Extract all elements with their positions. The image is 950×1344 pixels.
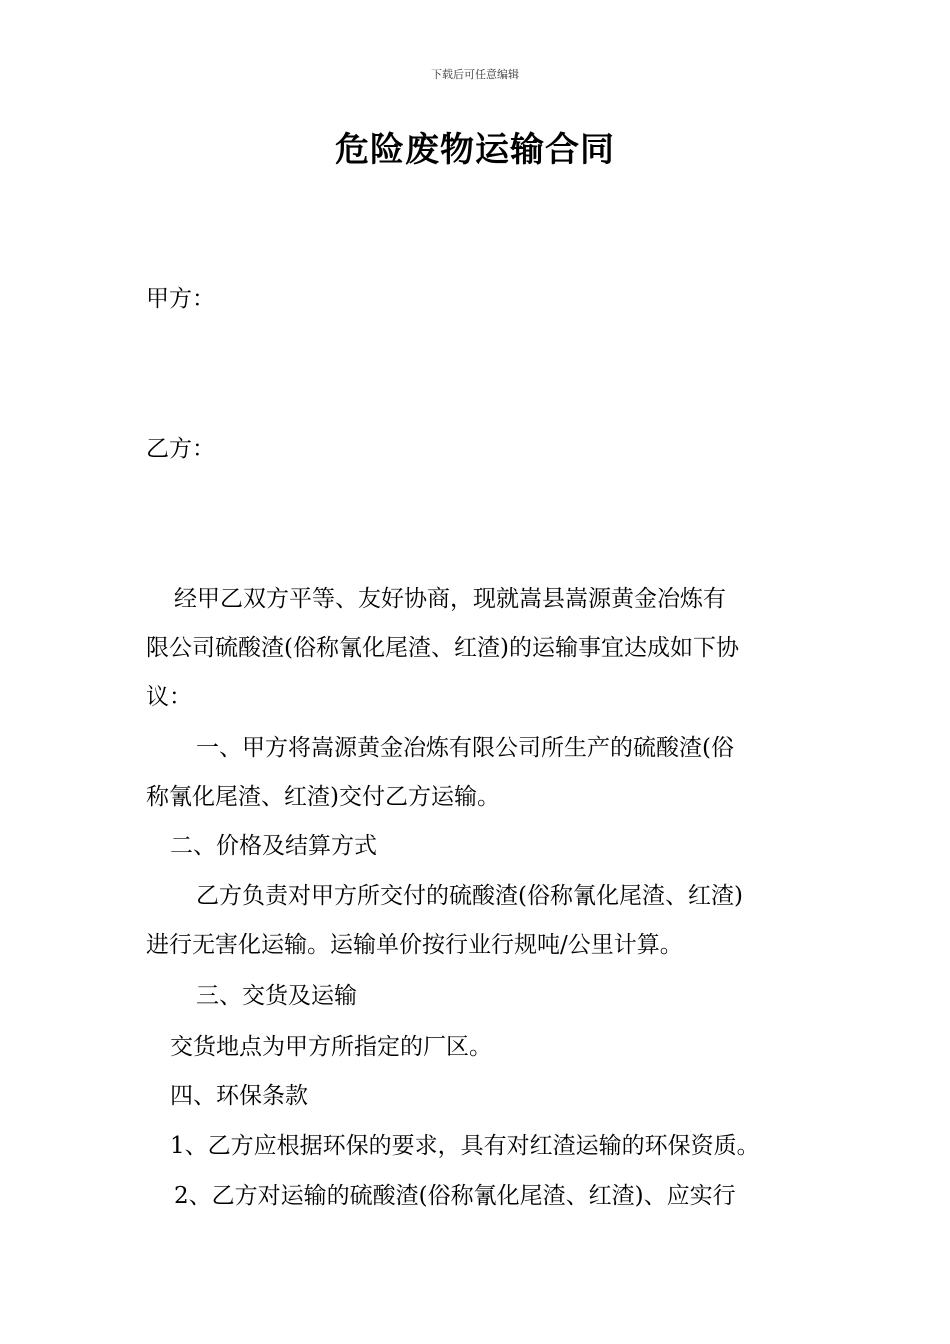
header-note: 下载后可任意编辑 bbox=[431, 68, 519, 81]
section-heading: 一、甲方将嵩源黄金冶炼有限公司所生产的硫酸渣(俗 bbox=[196, 735, 734, 761]
body-line: 2、乙方对运输的硫酸渣(俗称氰化尾渣、红渣)、应实行 bbox=[174, 1183, 736, 1209]
body-line: 1、乙方应根据环保的要求，具有对红渣运输的环保资质。 bbox=[170, 1133, 760, 1159]
party-b-label: 乙方： bbox=[146, 436, 215, 462]
body-line: 经甲乙双方平等、友好协商，现就嵩县嵩源黄金冶炼有 bbox=[174, 586, 726, 612]
party-a-label: 甲方： bbox=[146, 286, 215, 312]
body-line: 限公司硫酸渣(俗称氰化尾渣、红渣)的运输事宜达成如下协 bbox=[146, 635, 739, 661]
section-heading: 二、价格及结算方式 bbox=[170, 833, 377, 859]
document-title: 危险废物运输合同 bbox=[335, 130, 615, 170]
body-line: 进行无害化运输。运输单价按行业行规吨/公里计算。 bbox=[146, 932, 683, 958]
body-line: 交货地点为甲方所指定的厂区。 bbox=[170, 1034, 492, 1060]
body-line: 议： bbox=[146, 684, 192, 710]
section-heading: 三、交货及运输 bbox=[196, 983, 357, 1009]
body-line: 称氰化尾渣、红渣)交付乙方运输。 bbox=[146, 784, 500, 810]
section-heading: 四、环保条款 bbox=[170, 1083, 308, 1109]
body-line: 乙方负责对甲方所交付的硫酸渣(俗称氰化尾渣、红渣) bbox=[196, 883, 743, 909]
